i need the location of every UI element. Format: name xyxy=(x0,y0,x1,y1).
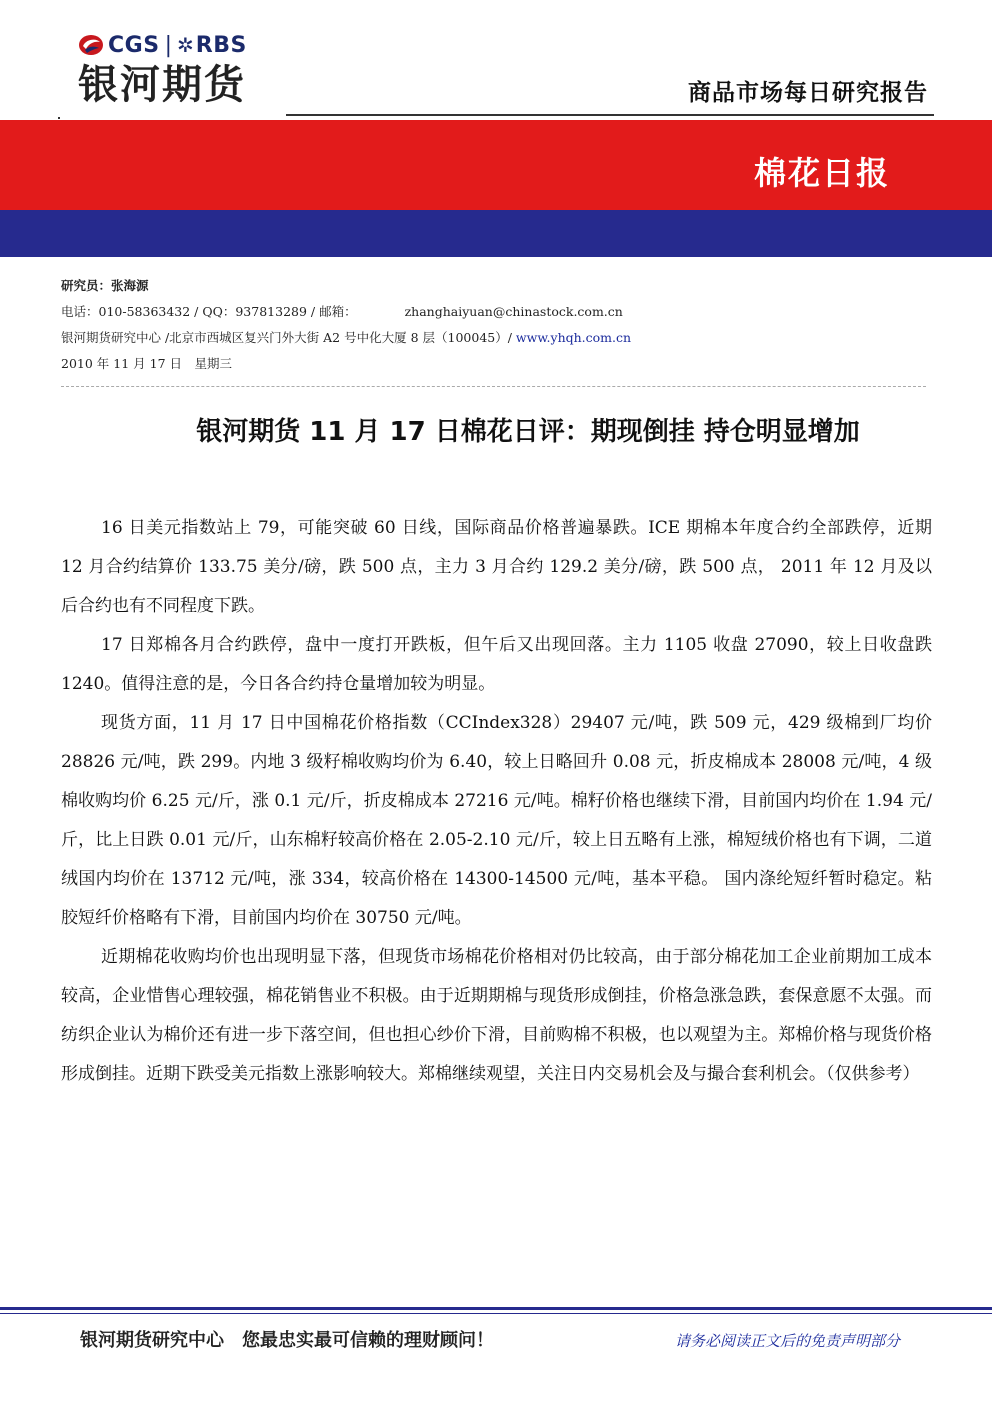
email-address[interactable]: zhanghaiyuan@chinastock.com.cn xyxy=(404,304,623,319)
author-meta xyxy=(61,276,631,380)
company-logo xyxy=(78,30,278,108)
brand-rbs: RBS xyxy=(195,32,247,58)
brand-cgs: CGS xyxy=(108,32,160,58)
header-divider xyxy=(286,114,934,116)
address-line xyxy=(61,328,631,354)
footer-disclaimer: 请务必阅读正文后的免责声明部分 xyxy=(674,1332,900,1350)
website-link[interactable]: www.yhqh.com.cn xyxy=(515,330,632,345)
paragraph: 近期棉花收购均价也出现明显下落，但现货市场棉花价格相对仍比较高，由于部分棉花加工企业前期加工成本较高，企业惜售心理较强，棉花销售业不积极。由于近期期棉与现货形成倒挂，价格急涨急跌，套保意愿不太强。而纺织企业认为棉价还有进一步下落空间，但也担心纱价下滑，目前购棉不积极，也以观望为主。郑棉价格与现货价格形成倒挂。近期下跌受美元指数上涨影响较大。郑棉继续观望，关注日内交易机会及与撮合套利机会。（仅供参考） xyxy=(61,947,932,1084)
footer-rule-thin xyxy=(0,1313,992,1314)
meta-divider xyxy=(61,386,926,387)
paragraph: 16 日美元指数站上 79，可能突破 60 日线，国际商品价格普遍暴跌。ICE 期棉本年度合约全部跌停，近期 12 月合约结算价 133.75 美分/磅，跌 500 点，主力 3 月合约 129.2 美分/磅，跌 500 点， 2011 年 12 月及以后合约也有不同程度下跌。 xyxy=(61,518,932,616)
article-body xyxy=(61,509,932,1094)
paragraph: 17 日郑棉各月合约跌停，盘中一度打开跌板，但午后又出现回落。主力 1105 收盘 27090，较上日收盘跌 1240。值得注意的是，今日各合约持仓量增加较为明显。 xyxy=(61,635,932,694)
banner-title: 棉花日报 xyxy=(753,154,890,192)
logo-top-row xyxy=(78,30,278,60)
rbs-logo-icon: ✲ xyxy=(176,33,194,57)
brand-separator: | xyxy=(164,32,172,58)
footer-slogan: 您最忠实最可信赖的理财顾问！ xyxy=(242,1330,494,1351)
header-dot xyxy=(58,117,60,119)
address-text: 银河期货研究中心 /北京市西城区复兴门外大街 A2 号中化大厦 8 层（100045）/ xyxy=(61,330,516,345)
contact-line xyxy=(61,302,631,328)
banner-blue-band xyxy=(0,210,992,257)
article-headline: 银河期货 11 月 17 日棉花日评：期现倒挂 持仓明显增加 xyxy=(196,417,860,447)
cgs-logo-icon xyxy=(78,33,104,57)
report-date: 2010 年 11 月 17 日 星期三 xyxy=(61,356,232,371)
report-type-title: 商品市场每日研究报告 xyxy=(688,80,928,106)
footer-rule-thick xyxy=(0,1307,992,1310)
paragraph: 现货方面，11 月 17 日中国棉花价格指数（CCIndex328）29407 元/吨，跌 509 元，429 级棉到厂均价 28826 元/吨，跌 299。内地 3 级籽棉收购均价为 6.40，较上日略回升 0.08 元，折皮棉成本 28008 元/吨，4 级棉收购均价 6.25 元/斤，涨 0.1 元/斤，折皮棉成本 27216 元/吨。棉籽价格也继续下滑，目前国内均价在 1.94 元/斤，比上日跌 0.01 元/斤，山东棉籽较高价格在 2.05-2.10 元/斤，较上日五略有上涨，棉短绒价格也有下调，二道绒国内均价在 13712 元/吨，涨 334，较高价格在 14300-14500 元/吨，基本平稳。 国内涤纶短纤暂时稳定。粘胶短纤价格略有下滑，目前国内均价在 30750 元/吨。 xyxy=(61,713,932,928)
footer-org: 银河期货研究中心 xyxy=(80,1330,224,1351)
brand-chinese-name: 银河期货 xyxy=(78,62,246,108)
contact-info: 电话：010-58363432 / QQ：937813289 / 邮箱： xyxy=(61,304,357,319)
researcher-name: 研究员：张海源 xyxy=(61,278,149,293)
footer-slogan-line xyxy=(80,1326,494,1352)
